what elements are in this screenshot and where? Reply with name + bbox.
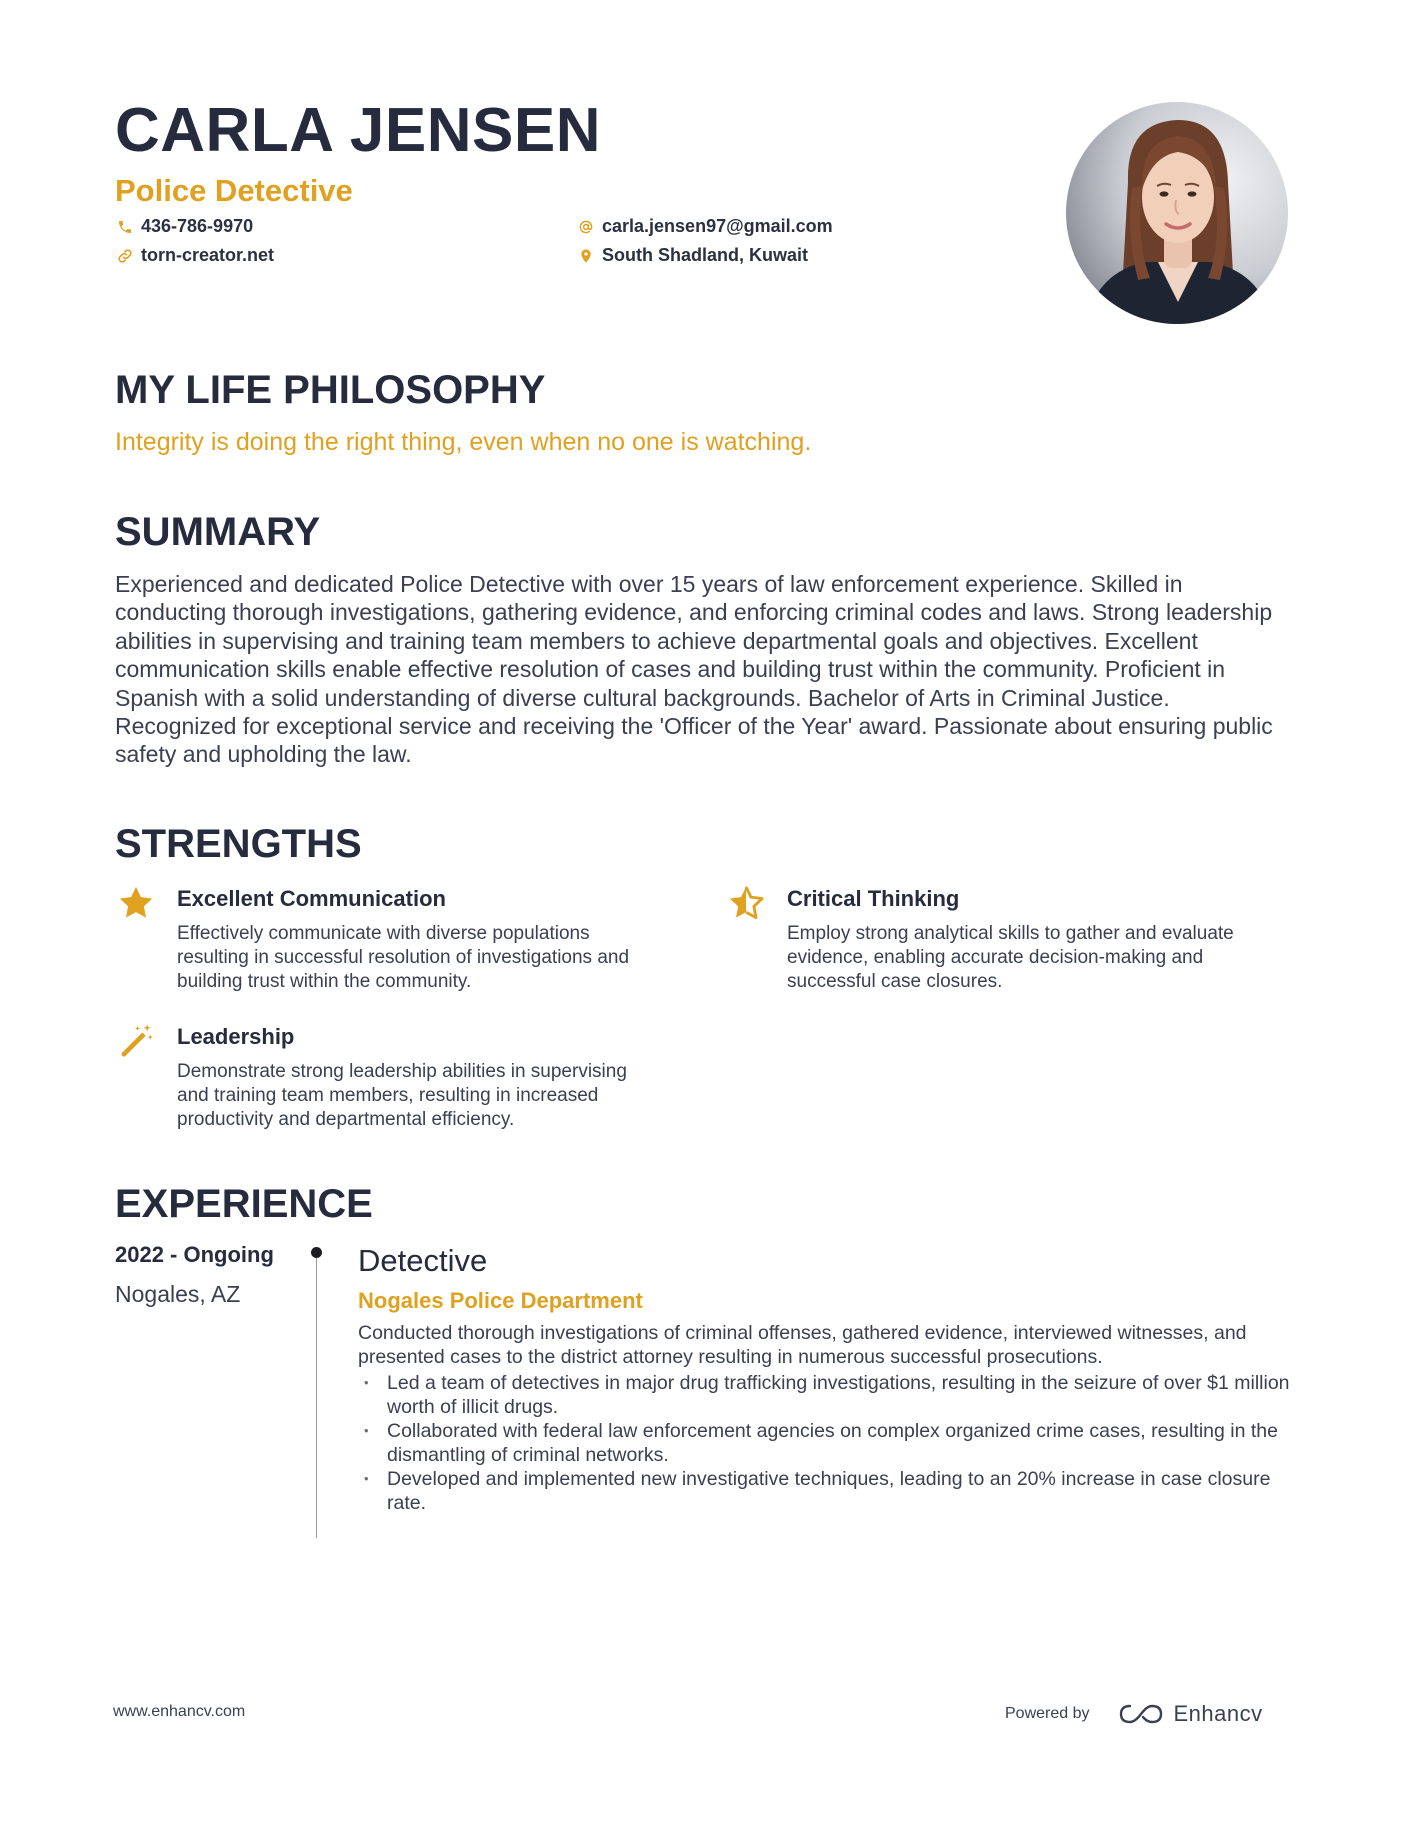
strength-text: Demonstrate strong leadership abilities in supervising and training team members, resulting in increased productivity and departmental efficiency.	[177, 1061, 627, 1130]
magic-wand-icon	[117, 1022, 155, 1060]
contact-phone[interactable]	[117, 216, 253, 237]
experience-company: Nogales Police Department	[358, 1288, 643, 1313]
timeline-dot	[311, 1247, 322, 1258]
brand-logo[interactable]	[1118, 1701, 1263, 1727]
contact-email[interactable]	[578, 216, 833, 237]
summary-text: Experienced and dedicated Police Detective with over 15 years of law enforcement experience. Skilled in conducting thorough investigations, gathering evidence, and enforcing criminal codes and laws. Strong leadership abilities in supervising and training team members to achieve departmental goals and objectives. Excellent communication skills enable effective resolution of cases and building trust within the community. Proficient in Spanish with a solid understanding of diverse cultural backgrounds. Bachelor of Arts in Criminal Justice. Recognized for exceptional service and receiving the 'Officer of the Year' award. Passionate about ensuring public safety and upholding the law.	[115, 571, 1273, 768]
footer-website-link[interactable]: www.enhancv.com	[113, 1703, 246, 1720]
phone-icon	[117, 219, 133, 235]
phone-text: 436-786-9970	[141, 216, 254, 236]
experience-bullets	[358, 1371, 1298, 1515]
summary-heading: SUMMARY	[115, 510, 321, 554]
half-star-icon	[727, 884, 765, 922]
strength-item	[727, 884, 1267, 994]
experience-dates: 2022 - Ongoing	[115, 1242, 274, 1267]
contact-location	[578, 245, 808, 266]
list-item: • Collaborated with federal law enforcement agencies on complex organized crime cases, resulting in the dismantling of criminal networks.	[358, 1419, 1298, 1467]
infinity-logo-icon	[1118, 1702, 1164, 1726]
list-item: • Developed and implemented new investigative techniques, leading to an 20% increase in case closure rate.	[358, 1467, 1298, 1515]
list-item: • Led a team of detectives in major drug trafficking investigations, resulting in the seizure of over $1 million worth of illicit drugs.	[358, 1371, 1298, 1419]
experience-location: Nogales, AZ	[115, 1281, 241, 1307]
philosophy-heading: MY LIFE PHILOSOPHY	[115, 368, 546, 412]
location-pin-icon	[578, 248, 594, 264]
strength-text: Employ strong analytical skills to gather and evaluate evidence, enabling accurate decision-making and successful case closures.	[787, 923, 1234, 992]
experience-heading: EXPERIENCE	[115, 1182, 373, 1226]
contact-website[interactable]	[117, 245, 274, 266]
brand-name: Enhancv	[1173, 1701, 1263, 1726]
experience-description: Conducted thorough investigations of criminal offenses, gathered evidence, interviewed witnesses, and presented cases to the district attorney resulting in numerous successful prosecutions.	[358, 1322, 1247, 1368]
star-icon	[117, 884, 155, 922]
strength-item	[117, 1022, 657, 1132]
strength-title: Leadership	[177, 1024, 295, 1049]
strength-title: Critical Thinking	[787, 886, 960, 911]
powered-by-text: Powered by	[1005, 1705, 1090, 1722]
candidate-name: CARLA JENSEN	[115, 96, 601, 165]
profile-photo-illustration	[1066, 102, 1288, 324]
strength-title: Excellent Communication	[177, 886, 446, 911]
website-text: torn-creator.net	[141, 245, 275, 265]
strength-text: Effectively communicate with diverse populations resulting in successful resolution of investigations and building trust within the community.	[177, 923, 630, 992]
philosophy-quote: Integrity is doing the right thing, even when no one is watching.	[115, 428, 812, 456]
profile-photo	[1066, 102, 1288, 324]
footer-powered-by	[1005, 1701, 1263, 1727]
timeline-line	[316, 1252, 317, 1538]
link-icon	[117, 248, 133, 264]
strength-item	[117, 884, 657, 994]
at-icon	[578, 219, 594, 235]
experience-role: Detective	[358, 1243, 488, 1278]
strengths-heading: STRENGTHS	[115, 822, 362, 866]
email-text: carla.jensen97@gmail.com	[602, 216, 833, 236]
location-text: South Shadland, Kuwait	[602, 245, 808, 265]
candidate-title: Police Detective	[115, 173, 353, 208]
